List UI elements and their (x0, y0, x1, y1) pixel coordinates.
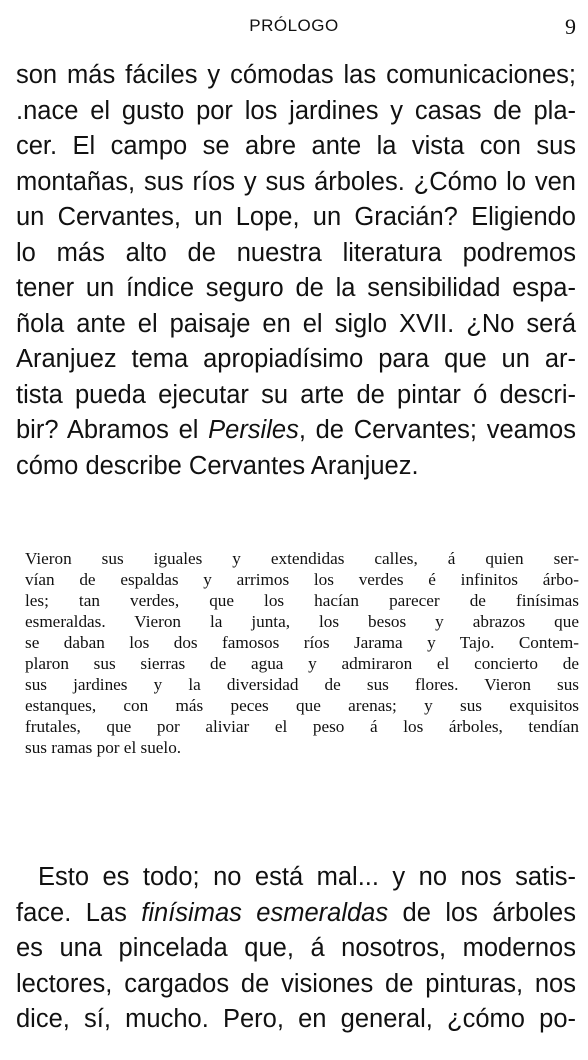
text-line (16, 896, 576, 932)
text-line (16, 413, 576, 449)
text-segment: face. Las (16, 898, 142, 927)
italic-title: Persiles (208, 416, 299, 444)
text-line: lo más alto de nuestra literatura podremos (16, 238, 576, 267)
paragraph-2 (16, 860, 576, 1038)
text-line: montañas, sus ríos y sus árboles. ¿Cómo lo ven (16, 167, 576, 196)
text-line: lectores, cargados de visiones de pinturas, nos (16, 969, 576, 998)
quote-line: esmeraldas. Vieron la junta, los besos y abrazos que (25, 612, 579, 631)
text-line: un Cervantes, un Lope, un Gracián? Eligiendo (16, 203, 576, 231)
text-line: Esto es todo; no está mal... y no nos satis- (38, 863, 576, 891)
block-quote (25, 548, 579, 758)
text-line: .nace el gusto por los jardines y casas de pla- (16, 96, 576, 125)
text-line: es una pincelada que, á nosotros, modernos (16, 934, 576, 962)
paragraph-1 (16, 58, 576, 484)
page-number: 9 (565, 14, 576, 39)
quote-line: plaron sus sierras de agua y admiraron el concierto de (25, 654, 579, 673)
text-segment: bir? Abramos el (16, 416, 209, 444)
text-segment: de los árboles (388, 898, 576, 927)
italic-phrase: finísimas esmeraldas (141, 898, 389, 927)
text-line: tista pueda ejecutar su arte de pintar ó descri- (16, 380, 576, 409)
quote-line: vían de espaldas y arrimos los verdes é infinitos árbo- (25, 570, 579, 589)
running-head (0, 14, 588, 38)
text-line: son más fáciles y cómodas las comunicaciones; (16, 61, 576, 89)
text-line: ñola ante el paisaje en el siglo XVII. ¿No será (16, 309, 576, 338)
text-segment: , de Cervantes; veamos (298, 416, 576, 444)
quote-line: sus jardines y la diversidad de sus flores. Vieron sus (25, 675, 579, 694)
running-title: PRÓLOGO (249, 16, 339, 35)
quote-line: Vieron sus iguales y extendidas calles, á quien ser- (25, 549, 579, 568)
text-line: Aranjuez tema apropiadísimo para que un ar- (16, 345, 576, 373)
quote-line: frutales, que por aliviar el peso á los árboles, tendían (25, 717, 579, 736)
quote-line: les; tan verdes, que los hacían parecer de finísimas (25, 591, 579, 610)
text-line: cómo describe Cervantes Aranjuez. (16, 451, 419, 480)
text-line: cer. El campo se abre ante la vista con sus (16, 132, 576, 160)
quote-line: sus ramas por el suelo. (25, 738, 182, 757)
quote-line: estanques, con más peces que arenas; y sus exquisitos (25, 696, 579, 715)
text-line: tener un índice seguro de la sensibilidad espa- (16, 274, 576, 302)
text-line: dice, sí, mucho. Pero, en general, ¿cómo po- (16, 1005, 576, 1033)
quote-line: se daban los dos famosos ríos Jarama y Tajo. Contem- (25, 633, 579, 652)
